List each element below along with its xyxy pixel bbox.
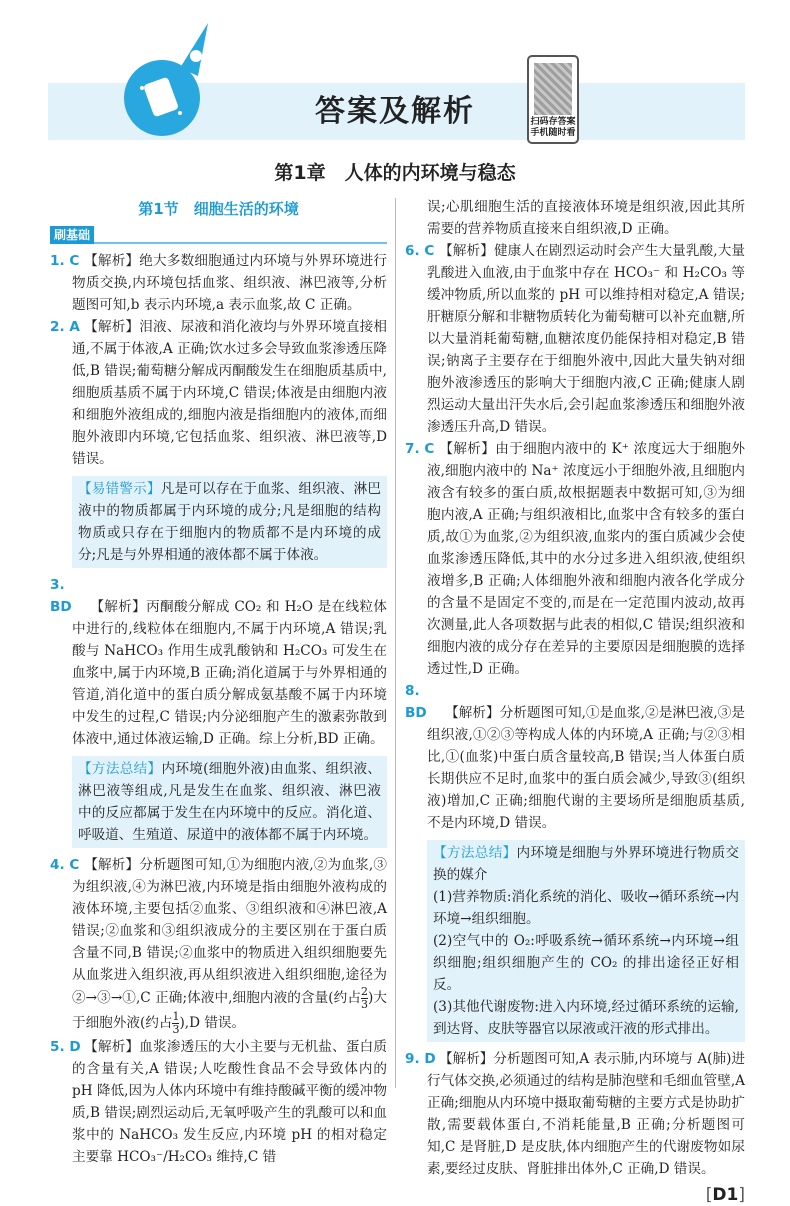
right-column (405, 196, 745, 1206)
analysis-label: 【解析】 (84, 1039, 140, 1055)
answer-number: 9. D (405, 1051, 436, 1067)
answer-text: 分析题图可知,A 表示肺,内环境与 A(肺)进行气体交换,必须通过的结构是肺泡壁和毛细血管壁,A 正确;细胞从内环境中摄取葡萄糖的主要方式是协助扩散,需要载体蛋白,不消耗能量,B 正确;分析题图可知,C 是肾脏,D 是皮肤,体内细胞产生的代谢废物如尿素,要经过皮肤、肾脏排出体外,C 正确,D 错误。 (427, 1051, 746, 1177)
answer-item (50, 854, 387, 1036)
column-divider (395, 198, 396, 1088)
qr-caption-line: 手机随时看 (530, 128, 576, 138)
answer-number: 7. C (405, 441, 435, 457)
answer-item (405, 680, 745, 834)
answer-continuation: 误;心肌细胞生活的直接液体环境是组织液,因此其所需要的营养物质直接来自组织液,D 正确。 (427, 199, 745, 237)
left-column (50, 198, 387, 1168)
answer-text: 丙酮酸分解成 CO₂ 和 H₂O 是在线粒体中进行的,线粒体在细胞内,不属于内环境,A 错误;乳酸与 NaHCO₃ 作用生成乳酸钠和 H₂CO₃ 可发生在血浆中,属于内环境,B 正确;消化道属于与外界相通的管道,消化道中的蛋白质分解成氨基酸不属于内环境中发生的过程,C 错误;内分泌细胞产生的激素弥散到体液中,通过体液运输,D 正确。综上分析,BD 正确。 (72, 599, 388, 747)
answer-number: 5. D (50, 1039, 81, 1055)
box-title: 【方法总结】 (433, 845, 517, 861)
box-line: (1)营养物质:消化系统的消化、吸收→循环系统→内环境→组织细胞。 (433, 889, 739, 927)
answer-number: 1. C (50, 253, 80, 269)
fraction-denominator: 3 (172, 1023, 180, 1036)
analysis-label: 【解析】 (84, 857, 140, 873)
answer-item (50, 316, 387, 470)
page-number-text: D1 (712, 1185, 739, 1205)
answer-text: 分析题图可知,①为细胞内液,②为血浆,③为组织液,④为淋巴液,内环境是指由细胞外液构成的液体环境,主要包括②血浆、③组织液和④淋巴液,A 错误;②血浆和③组织液成分的主要区别在于蛋白质含量不同,B 错误;②血浆中的物质进入组织细胞要先从血浆进入组织液,再从组织液进入组织细胞,途径为②→③→①,C 正确;体液中,细胞内液的含量(约占 (72, 857, 387, 1006)
answer-number: 4. C (50, 857, 80, 873)
analysis-label: 【解析】 (90, 599, 147, 615)
answer-text: 分析题图可知,①是血浆,②是淋巴液,③是组织液,①②③等构成人体的内环境,A 正确;与②③相比,①(血浆)中蛋白质含量较高,B 错误;当人体蛋白质长期供应不足时,血浆中的蛋白质会减少,导致③(组织液)增加,C 正确;细胞代谢的主要场所是细胞质基质,不是内环境,D 错误。 (427, 705, 745, 831)
chapter-title: 第1章 人体的内环境与稳态 (274, 162, 516, 184)
method-summary-box (72, 756, 387, 848)
answer-item (405, 438, 745, 680)
fraction (361, 986, 368, 1011)
qr-code[interactable] (527, 55, 579, 144)
answer-item (50, 250, 387, 316)
level-tag-row (50, 224, 387, 244)
box-text: 内环境(细胞外液)由血浆、组织液、淋巴液等组成,凡是发生在血浆、组织液、淋巴液中的反应都属于发生在内环境中的反应。消化道、呼吸道、生殖道、尿道中的液体都不属于内环境。 (78, 761, 381, 843)
answer-number: 6. C (405, 243, 435, 259)
method-summary-box (427, 840, 745, 1042)
answer-number: 3. BD (50, 577, 72, 615)
analysis-label: 【解析】 (84, 253, 140, 269)
page-title: 答案及解析 (315, 94, 475, 129)
box-title: 【易错警示】 (78, 481, 161, 497)
answer-text: 健康人在剧烈运动时会产生大量乳酸,大量乳酸进入血液,由于血浆中存在 HCO₃⁻ 和 H₂CO₃ 等缓冲物质,所以血浆的 pH 可以维持相对稳定,A 错误;肝糖原分解和非糖物质转化为葡萄糖可以补充血糖,所以大量消耗葡萄糖,血糖浓度仍能保持相对稳定,B 错误;钠离子主要存在于细胞外液中,因此大量失钠对细胞外液渗透压的影响大于细胞内液,C 正确;健康人剧烈运动大量出汗失水后,会引起血浆渗透压和细胞外液渗透压升高,D 错误。 (427, 243, 746, 435)
analysis-label: 【解析】 (445, 705, 500, 721)
analysis-label: 【解析】 (439, 243, 494, 259)
analysis-label: 【解析】 (439, 1051, 494, 1067)
answer-text: 由于细胞内液中的 K⁺ 浓度远大于细胞外液,细胞内液中的 Na⁺ 浓度远小于细胞外液,且细胞内液含有较多的蛋白质,故根据题表中数据可知,③为细胞内液,A 正确;与组织液相比,血浆中含有较多的蛋白质,故①为血浆,②为组织液,血浆内的蛋白质减少会使血浆渗透压降低,其中的水分过多进入组织液,使组织液增多,B 正确;人体细胞外液和细胞内液各化学成分的含量不是固定不变的,而是在一定范围内波动,故再次测量,此人各项数据与此表的相似,C 错误;组织液和细胞内液的成分存在差异的主要原因是细胞膜的选择透过性,D 正确。 (427, 441, 745, 677)
qr-code-image (534, 63, 572, 115)
fraction-numerator: 2 (361, 985, 369, 998)
qr-caption-line: 扫码存答案 (530, 117, 576, 127)
analysis-label: 【解析】 (439, 441, 496, 457)
answer-item (405, 1048, 745, 1180)
answer-number: 8. BD (405, 683, 427, 721)
page-number: [D1] (705, 1185, 745, 1205)
box-line: (2)空气中的 O₂:呼吸系统→循环系统→内环境→组织细胞;组织细胞产生的 CO₂ 的排出途径正好相反。 (433, 933, 739, 993)
box-intro: 内环境是细胞与外界环境进行物质交换的媒介 (433, 845, 740, 883)
box-line: (3)其他代谢废物:进入内环境,经过循环系统的运输,到达肾、皮肤等器官以尿液或汗液的形式排出。 (433, 999, 739, 1037)
answer-text: )大于细胞外液(约占 (72, 990, 387, 1031)
answer-item (405, 240, 745, 438)
answer-text: 绝大多数细胞通过内环境与外界环境进行物质交换,内环境包括血浆、组织液、淋巴液等,分析题图可知,b 表示内环境,a 表示血浆,故 C 正确。 (72, 253, 388, 313)
section-title: 第1节 细胞生活的环境 (138, 200, 299, 218)
box-text: 凡是可以存在于血浆、组织液、淋巴液中的物质都属于内环境的成分;凡是细胞的结构物质或只存在于细胞内的物质都不是内环境的成分;凡是与外界相通的液体都不属于体液。 (78, 481, 381, 563)
qr-caption (529, 117, 577, 139)
fraction-denominator: 3 (361, 998, 369, 1011)
error-warning-box (72, 476, 387, 568)
answer-text: 血浆渗透压的大小主要与无机盐、蛋白质的含量有关,A 错误;人吃酸性食品不会导致体内的 pH 降低,因为人体内环境中有维持酸碱平衡的缓冲物质,B 错误;剧烈运动后,无氧呼吸产生的乳酸可以和血浆中的 NaHCO₃ 发生反应,内环境 pH 的相对稳定主要靠 HCO₃⁻/H₂CO₃ 维持,C 错 (72, 1039, 388, 1165)
answer-number: 2. A (50, 319, 80, 335)
fraction-numerator: 1 (172, 1010, 180, 1023)
answer-item (50, 1036, 387, 1168)
answer-item (50, 574, 387, 750)
box-title: 【方法总结】 (78, 761, 162, 777)
answer-text: 泪液、尿液和消化液均与外界环境直接相通,不属于体液,A 正确;饮水过多会导致血浆渗透压降低,B 错误;葡萄糖分解成丙酮酸发生在细胞质基质中,细胞质基质不属于内环境,C 错误;体液是由细胞内液和细胞外液组成的,细胞内液是指细胞内的液体,而细胞外液即内环境,它包括血浆、组织液、淋巴液等,D 错误。 (72, 319, 388, 467)
analysis-label: 【解析】 (84, 319, 140, 335)
level-tag: 刷基础 (50, 226, 94, 244)
answer-text: ),D 错误。 (179, 1015, 246, 1031)
